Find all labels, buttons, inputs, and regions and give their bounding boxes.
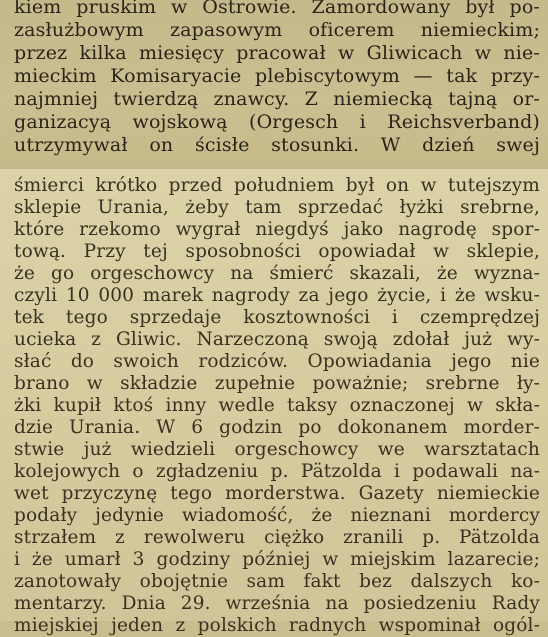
text-line: które rzekomo wygrał niegdyś jako nagrodę spor- [14, 219, 540, 240]
text-line: słać do swoich rodziców. Opowiadania jego nie [14, 351, 540, 372]
article-top-block [0, 0, 548, 168]
text-line: dzie Urania. W 6 godzin po dokonanem morder- [14, 417, 540, 438]
text-line: zasłużbowym zapasowym oficerem niemieckim; [14, 19, 540, 41]
text-line: podały jedynie wiadomość, że nieznani mordercy [14, 505, 540, 526]
text-line: mentarzy. Dnia 29. września na posiedzeniu Rady [14, 593, 540, 614]
text-line: najmniej twierdzą znawcy. Z niemiecką tajną or- [14, 88, 540, 110]
text-line: zanotowały obojętnie sam fakt bez dalszych ko- [14, 571, 540, 592]
text-line: i że umarł 3 godziny później w miejskim lazarecie; [14, 549, 540, 570]
text-line: kolejowych o zgładzeniu p. Pätzolda i podawali na- [14, 461, 540, 482]
text-line: wet przyczynę tego morderstwa. Gazety niemieckie [14, 483, 540, 504]
text-line: przez kilka miesięcy pracował w Gliwicach w nie- [14, 42, 540, 64]
text-line: śmierci krótko przed południem był on w tutejszym [14, 175, 540, 196]
text-line: sklepie Urania, żeby tam sprzedać łyżki srebrne, [14, 197, 540, 218]
text-line: strzałem z rewolweru ciężko zranili p. Pätzolda [14, 527, 540, 548]
text-line: mieckim Komisaryacie plebiscytowym — tak przy- [14, 65, 540, 87]
text-line: kiem pruskim w Ostrowie. Zamordowany był po- [14, 0, 540, 18]
text-line: żki kupił ktoś inny wedle taksy oznaczonej w skła- [14, 395, 540, 416]
text-line: miejskiej jeden z polskich radnych wspominał ogól- [14, 615, 540, 636]
text-line: ganizacyą wojskową (Orgesch i Reichsverband) [14, 111, 540, 133]
text-line: czyli 10 000 marek nagrody za jego życie, i że wsku- [14, 285, 540, 306]
text-line: stwie już wiedzieli orgeschowcy we warsztatach [14, 439, 540, 460]
text-line: brano w składzie zupełnie poważnie; srebrne ły- [14, 373, 540, 394]
article-bottom-block [0, 168, 548, 636]
text-line: tową. Przy tej sposobności opowiadał w sklepie, [14, 241, 540, 262]
text-line: ucieka z Gliwic. Narzeczoną swoją zdołał już wy- [14, 329, 540, 350]
text-line: utrzymywał on ścisłe stosunki. W dzień swej [14, 134, 540, 156]
text-line: tek tego sprzedaje kosztowności i czemprędzej [14, 307, 540, 328]
text-line: że go orgeschowcy na śmierć skazali, że wyzna- [14, 263, 540, 284]
